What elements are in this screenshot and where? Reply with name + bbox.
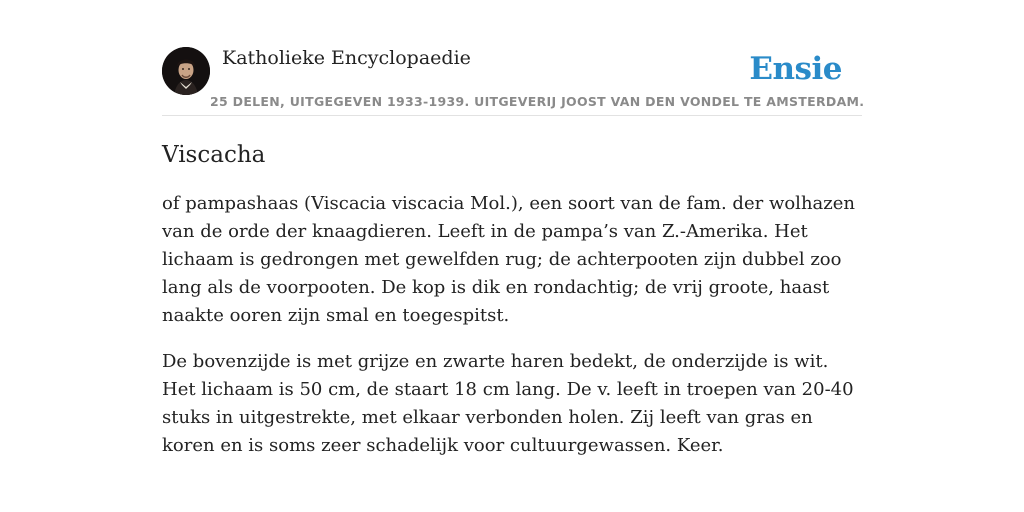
site-header — [162, 44, 865, 116]
article-paragraph: of pampashaas (Viscacia viscacia Mol.), een soort van de fam. der wolhazen van de orde der knaagdieren. Leeft in de pampa’s van Z.-Amerika. Het lichaam is gedrongen met gewelfden rug; de achterpooten zijn dubbel zoo lang als de voorpooten. De kop is dik en rondachtig; de vrij groote, haast naakte ooren zijn smal en toegespitst. — [162, 193, 855, 326]
header-divider — [162, 115, 862, 116]
publication-info: 25 DELEN, UITGEGEVEN 1933-1939. UITGEVERIJ JOOST VAN DEN VONDEL TE AMSTERDAM. — [210, 94, 865, 109]
article-title: Viscacha — [162, 142, 266, 168]
portrait-avatar[interactable] — [162, 47, 210, 95]
article — [162, 140, 862, 478]
ensie-logo[interactable]: Ensie — [749, 51, 842, 87]
encyclopedia-title[interactable]: Katholieke Encyclopaedie — [222, 47, 471, 69]
article-paragraph: De bovenzijde is met grijze en zwarte haren bedekt, de onderzijde is wit. Het lichaam is 50 cm, de staart 18 cm lang. De v. leeft in troepen van 20-40 stuks in uitgestrekte, met elkaar verbonden holen. Zij leeft van gras en koren en is soms zeer schadelijk voor cultuurgewassen. Keer. — [162, 351, 854, 456]
portrait-icon — [162, 47, 210, 95]
